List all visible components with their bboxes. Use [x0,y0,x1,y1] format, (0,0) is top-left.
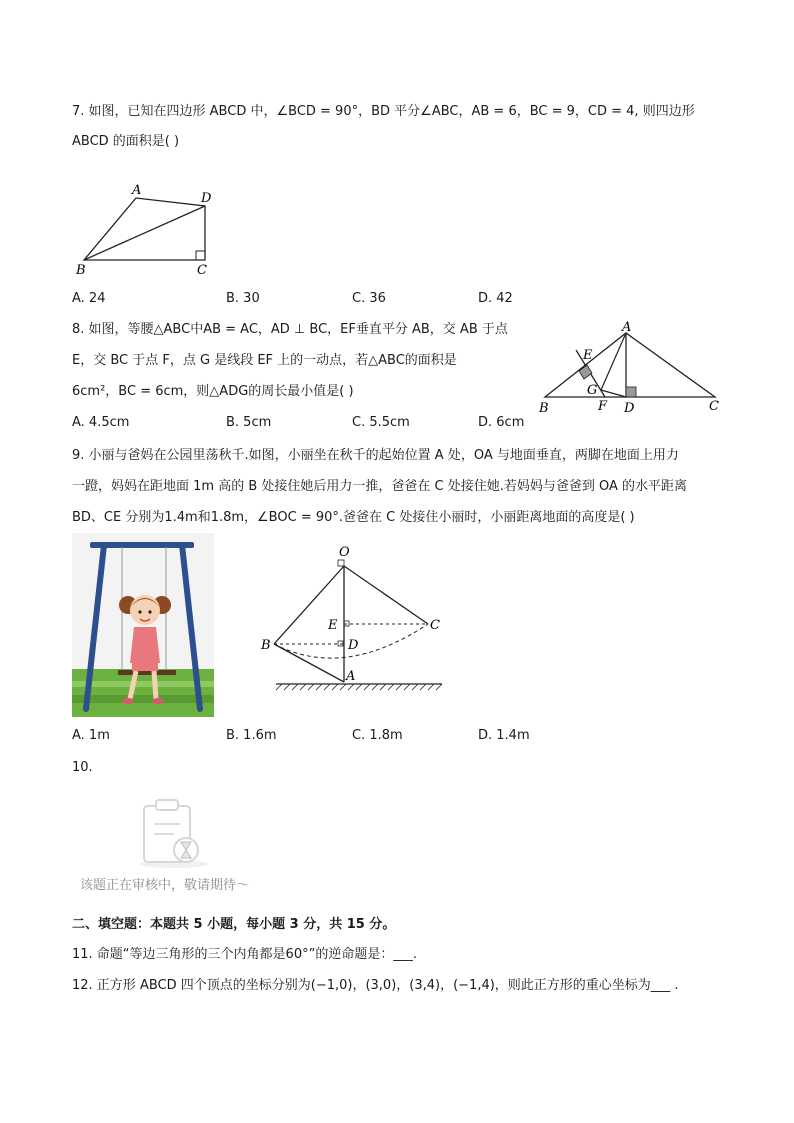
q9-swing-geometry-figure [260,544,450,692]
q8-label-d: D [624,401,635,416]
q7-text-line1: 7. 如图，已知在四边形 ABCD 中，∠BCD = 90°，BD 平分∠ABC，AB = 6，BC = 9，CD = 4, 则四边形 [72,104,695,119]
q8-option-a[interactable]: A. 4.5cm [72,415,130,430]
q7-quadrilateral-figure [72,182,222,282]
q8-label-a: A [622,320,632,335]
q9-label-d: D [348,638,359,653]
q9-label-e: E [328,618,338,633]
q9-text-line3: BD、CE 分别为1.4m和1.8m，∠BOC = 90°.爸爸在 C 处接住小丽时，小丽距离地面的高度是( ) [72,510,635,525]
q7-text-line2: ABCD 的面积是( ) [72,134,180,149]
q9-option-d[interactable]: D. 1.4m [478,728,530,743]
q10-number: 10. [72,760,93,775]
q9-label-c: C [430,618,440,633]
q7-option-c[interactable]: C. 36 [352,291,386,306]
q9-text-line2: 一蹬，妈妈在距地面 1m 高的 B 处接住她后用力一推，爸爸在 C 处接住她.若妈妈与爸爸到 OA 的水平距离 [72,479,688,494]
q8-text-line1: 8. 如图，等腰△ABC中AB = AC，AD ⊥ BC，EF垂直平分 AB，交 AB 于点 [72,322,508,337]
q8-isosceles-triangle-figure [535,318,725,418]
q8-text-line3: 6cm²，BC = 6cm，则△ADG的周长最小值是( ) [72,384,354,399]
q8-label-e: E [583,348,593,363]
q7-label-c: C [197,263,207,278]
q12-text: 12. 正方形 ABCD 四个顶点的坐标分别为(−1,0)，(3,0)，(3,4)，(−1,4)，则此正方形的重心坐标为___ . [72,978,679,993]
q8-label-b: B [539,401,549,416]
q8-option-b[interactable]: B. 5cm [226,415,272,430]
q9-label-a: A [346,669,356,684]
q8-text-line2: E，交 BC 于点 F，点 G 是线段 EF 上的一动点，若△ABC的面积是 [72,353,457,368]
q8-option-d[interactable]: D. 6cm [478,415,525,430]
pending-review-icon [134,796,214,872]
q9-text-line1: 9. 小丽与爸妈在公园里荡秋千.如图，小丽坐在秋千的起始位置 A 处，OA 与地面垂直，两脚在地面上用力 [72,448,679,463]
q8-label-g: G [587,383,598,398]
q11-text: 11. 命题“等边三角形的三个内角都是60°”的逆命题是：___. [72,947,417,962]
q9-label-o: O [339,545,350,560]
q9-label-b: B [261,638,271,653]
q7-option-d[interactable]: D. 42 [478,291,513,306]
q7-label-a: A [132,183,142,198]
q9-option-b[interactable]: B. 1.6m [226,728,277,743]
section2-heading: 二、填空题：本题共 5 小题，每小题 3 分，共 15 分。 [72,917,396,932]
q9-option-a[interactable]: A. 1m [72,728,110,743]
q8-label-f: F [598,399,608,414]
q8-option-c[interactable]: C. 5.5cm [352,415,410,430]
q7-option-a[interactable]: A. 24 [72,291,106,306]
q7-option-b[interactable]: B. 30 [226,291,260,306]
q7-label-d: D [201,191,212,206]
q7-label-b: B [76,263,86,278]
q8-label-c: C [709,399,719,414]
q10-pending-text: 该题正在审核中，敬请期待～ [80,878,250,893]
swing-girl-illustration [72,533,214,717]
q9-option-c[interactable]: C. 1.8m [352,728,403,743]
